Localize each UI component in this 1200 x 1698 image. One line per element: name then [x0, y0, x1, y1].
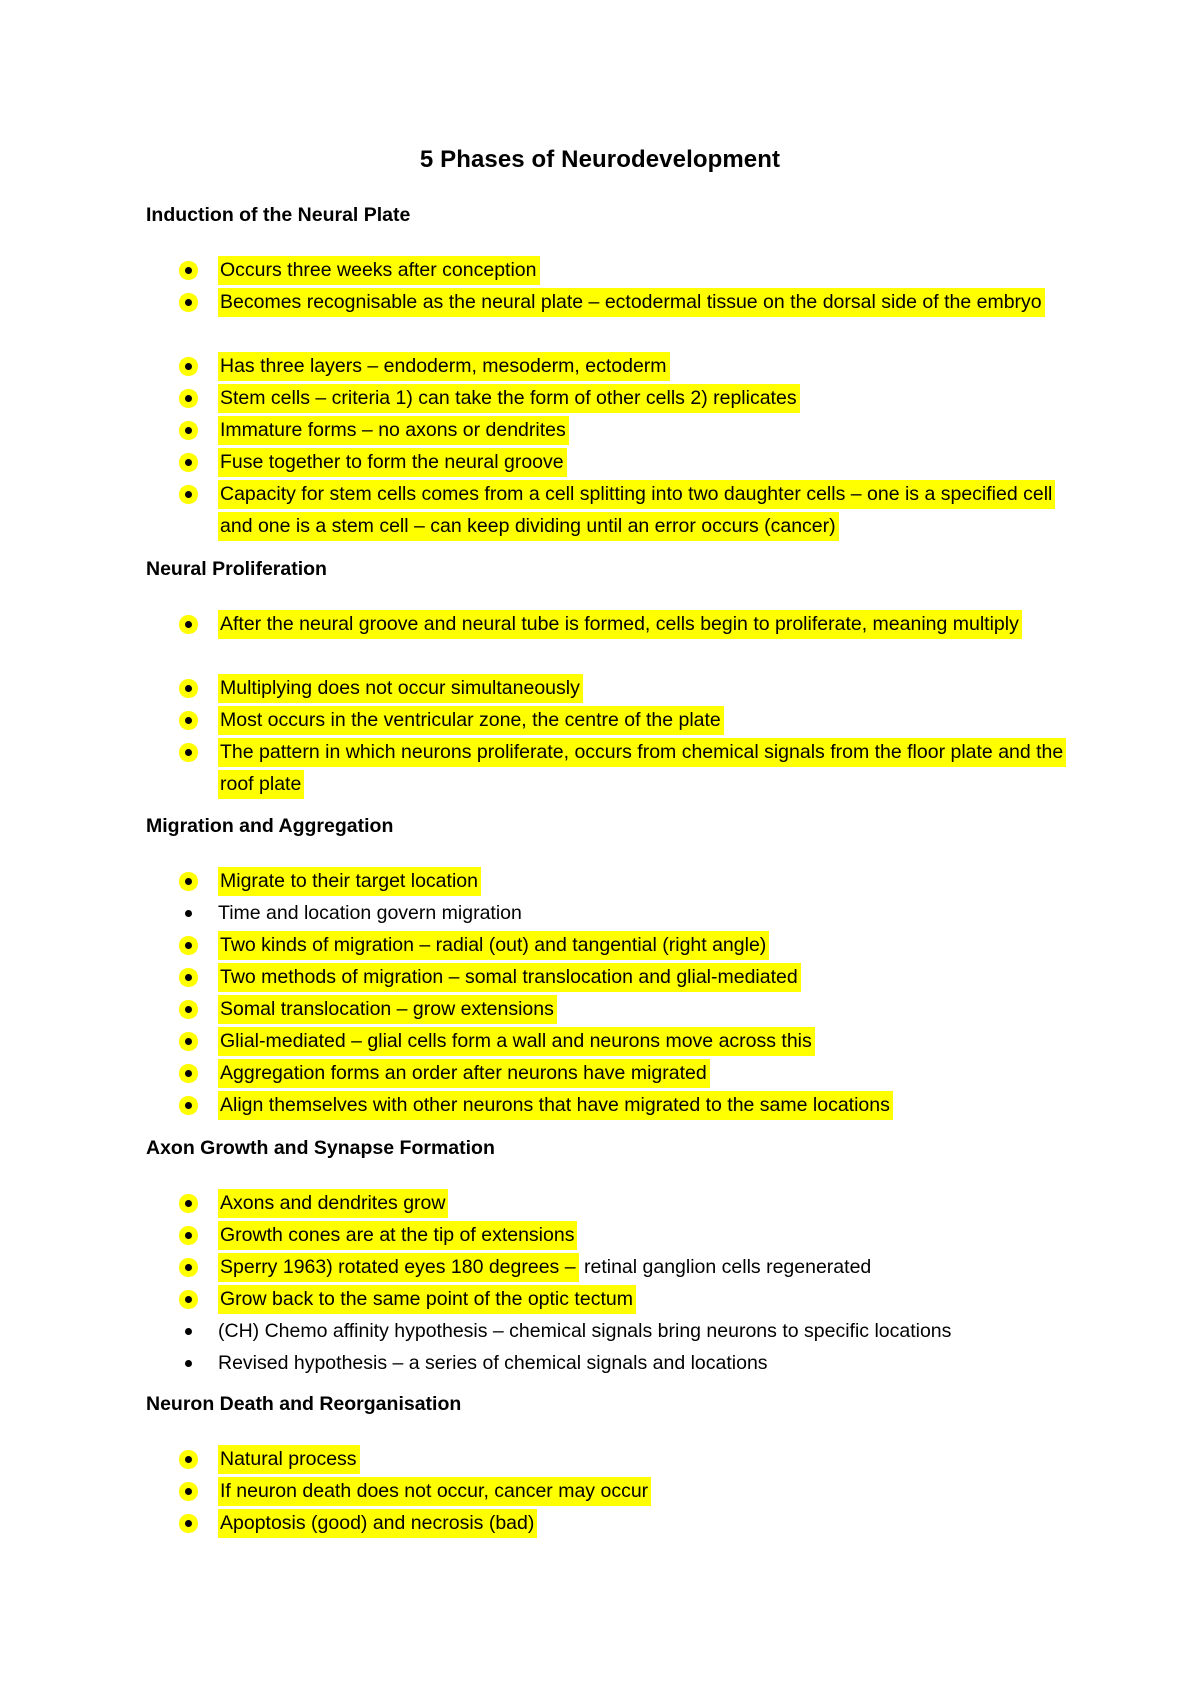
highlighted-text: Stem cells – criteria 1) can take the form of other cells 2) replicates — [218, 384, 800, 413]
bullet-icon — [185, 299, 192, 306]
list-item-text — [218, 1251, 871, 1283]
list-item-text — [218, 1219, 577, 1251]
list-item-text — [218, 1187, 448, 1219]
bullet-icon — [185, 1070, 192, 1077]
highlighted-text: Natural process — [218, 1445, 360, 1474]
section-heading: Migration and Aggregation — [146, 815, 394, 837]
highlighted-text: Occurs three weeks after conception — [218, 256, 540, 285]
highlighted-text: Aggregation forms an order after neurons have migrated — [218, 1059, 710, 1088]
list-item-text — [218, 608, 1022, 640]
highlighted-text: Grow back to the same point of the optic tectum — [218, 1285, 636, 1314]
bullet-icon — [185, 427, 192, 434]
bullet-icon — [185, 267, 192, 274]
bullet-icon — [185, 1102, 192, 1109]
list-item-text — [218, 929, 769, 961]
list-item-text — [218, 1283, 636, 1315]
list-item-text — [218, 672, 583, 704]
bullet-icon — [185, 717, 192, 724]
list-item-text — [218, 993, 557, 1025]
highlighted-text: Capacity for stem cells comes from a cell splitting into two daughter cells – one is a specified cell and one is a stem cell – can keep dividing until an error occurs (cancer) — [218, 480, 1055, 541]
bullet-icon — [185, 1488, 192, 1495]
list-item-text — [218, 1443, 360, 1475]
list-item-text — [218, 961, 801, 993]
list-item-text — [218, 1475, 651, 1507]
highlighted-text: Two kinds of migration – radial (out) and tangential (right angle) — [218, 931, 769, 960]
list-item-text — [218, 414, 569, 446]
highlighted-text: Align themselves with other neurons that have migrated to the same locations — [218, 1091, 893, 1120]
highlighted-text: After the neural groove and neural tube is formed, cells begin to proliferate, meaning multiply — [218, 610, 1022, 639]
bullet-icon — [185, 974, 192, 981]
bullet-icon — [185, 878, 192, 885]
section-heading: Induction of the Neural Plate — [146, 204, 411, 226]
highlighted-text: If neuron death does not occur, cancer may occur — [218, 1477, 651, 1506]
bullet-icon — [185, 1006, 192, 1013]
section-heading: Axon Growth and Synapse Formation — [146, 1137, 495, 1159]
highlighted-text: Glial-mediated – glial cells form a wall and neurons move across this — [218, 1027, 815, 1056]
list-item-text — [218, 1507, 537, 1539]
list-item-text — [218, 1315, 951, 1347]
list-item-text — [218, 865, 481, 897]
list-item-text — [218, 1025, 815, 1057]
list-item-text — [218, 1089, 893, 1121]
highlighted-text: Fuse together to form the neural groove — [218, 448, 567, 477]
list-item-text — [218, 350, 670, 382]
highlighted-text: Two methods of migration – somal translocation and glial-mediated — [218, 963, 801, 992]
list-item-text — [218, 286, 1045, 318]
bullet-icon — [185, 749, 192, 756]
bullet-icon — [185, 1200, 192, 1207]
bullet-icon — [185, 1360, 192, 1367]
highlighted-text: Axons and dendrites grow — [218, 1189, 448, 1218]
highlighted-text: Migrate to their target location — [218, 867, 481, 896]
bullet-icon — [185, 1520, 192, 1527]
highlighted-text: Somal translocation – grow extensions — [218, 995, 557, 1024]
bullet-icon — [185, 395, 192, 402]
highlighted-text: Growth cones are at the tip of extensions — [218, 1221, 577, 1250]
plain-text: (CH) Chemo affinity hypothesis – chemical signals bring neurons to specific locations — [218, 1320, 952, 1342]
highlighted-text: Has three layers – endoderm, mesoderm, ectoderm — [218, 352, 670, 381]
bullet-icon — [185, 363, 192, 370]
list-item-text — [218, 254, 540, 286]
section-heading: Neural Proliferation — [146, 558, 327, 580]
list-item-text — [218, 478, 1068, 542]
highlighted-text: Immature forms – no axons or dendrites — [218, 416, 569, 445]
bullet-icon — [185, 942, 192, 949]
document-title: 5 Phases of Neurodevelopment — [419, 146, 781, 173]
bullet-icon — [185, 621, 192, 628]
highlighted-text: The pattern in which neurons proliferate, occurs from chemical signals from the floor plate and the roof plate — [218, 738, 1066, 799]
bullet-icon — [185, 685, 192, 692]
list-item-text — [218, 382, 800, 414]
bullet-icon — [185, 1296, 192, 1303]
plain-text: retinal ganglion cells regenerated — [578, 1256, 872, 1278]
bullet-icon — [185, 1264, 192, 1271]
highlighted-text: Apoptosis (good) and necrosis (bad) — [218, 1509, 537, 1538]
list-item-text — [218, 446, 567, 478]
bullet-icon — [185, 1038, 192, 1045]
highlighted-text: Multiplying does not occur simultaneously — [218, 674, 583, 703]
bullet-icon — [185, 459, 192, 466]
highlighted-text: Sperry 1963) rotated eyes 180 degrees – — [218, 1253, 579, 1282]
plain-text: Time and location govern migration — [218, 902, 522, 924]
plain-text: Revised hypothesis – a series of chemical signals and locations — [218, 1352, 768, 1374]
bullet-icon — [185, 1456, 192, 1463]
list-item-text — [218, 1347, 768, 1379]
list-item-text — [218, 704, 724, 736]
list-item-text — [218, 736, 1068, 800]
highlighted-text: Becomes recognisable as the neural plate – ectodermal tissue on the dorsal side of the embryo — [218, 288, 1045, 317]
list-item-text — [218, 1057, 710, 1089]
list-item-text — [218, 897, 522, 929]
bullet-icon — [185, 1328, 192, 1335]
section-heading: Neuron Death and Reorganisation — [146, 1393, 462, 1415]
bullet-icon — [185, 491, 192, 498]
bullet-icon — [185, 1232, 192, 1239]
highlighted-text: Most occurs in the ventricular zone, the centre of the plate — [218, 706, 724, 735]
bullet-icon — [185, 910, 192, 917]
